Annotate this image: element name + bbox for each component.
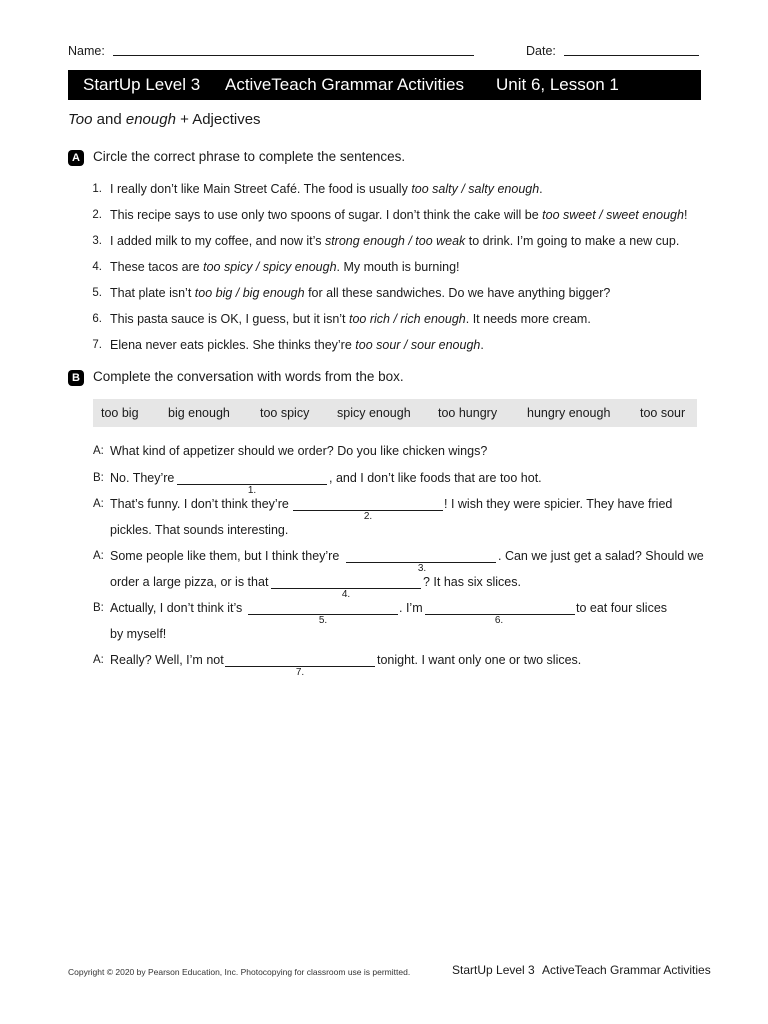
list-item (110, 260, 460, 274)
speaker-label: B: (93, 472, 104, 484)
blank-number: 6. (494, 615, 504, 626)
item-number: 3. (92, 235, 102, 247)
item-number: 2. (92, 209, 102, 221)
lesson-subtitle (68, 111, 261, 128)
speaker-label: A: (93, 498, 104, 510)
list-item (110, 182, 543, 196)
item-choice[interactable]: too sour / sour enough (355, 338, 481, 352)
dialogue-text: That’s funny. I don’t think they’re (110, 497, 289, 511)
dialogue-text: Some people like them, but I think they’re (110, 549, 340, 563)
item-text-end: . It needs more cream. (465, 312, 591, 326)
list-item (110, 338, 484, 352)
section-a-badge: A (68, 150, 84, 166)
dialogue-text: . I’m (399, 601, 423, 615)
date-field-line[interactable] (564, 55, 699, 56)
dialogue-text: order a large pizza, or is that (110, 575, 269, 589)
list-item (110, 312, 591, 326)
item-number: 5. (92, 287, 102, 299)
dialogue-text: , and I don’t like foods that are too hot. (329, 471, 542, 485)
dialogue-text: Actually, I don’t think it’s (110, 601, 243, 615)
word-box-item: big enough (168, 406, 230, 420)
footer-course: StartUp Level 3 (452, 963, 535, 977)
subtitle-and: and (92, 111, 126, 128)
item-text: I really don’t like Main Street Café. The food is usually (110, 182, 412, 196)
blank-number: 7. (295, 667, 305, 678)
item-text: These tacos are (110, 260, 204, 274)
title-product: ActiveTeach Grammar Activities (225, 75, 465, 94)
dialogue-text: . Can we just get a salad? Should we (498, 549, 704, 563)
item-choice[interactable]: too salty / salty enough (411, 182, 540, 196)
section-b-badge: B (68, 370, 84, 386)
item-text-end: for all these sandwiches. Do we have anything bigger? (304, 286, 611, 300)
footer-product: ActiveTeach Grammar Activities (542, 963, 711, 977)
dialogue-text: No. They’re (110, 471, 175, 485)
section-a-instruction: Circle the correct phrase to complete the sentences. (93, 149, 406, 164)
dialogue-text: Really? Well, I’m not (110, 653, 224, 667)
item-choice[interactable]: too rich / rich enough (349, 312, 466, 326)
dialogue-text: to eat four slices (576, 601, 668, 615)
word-box-item: too sour (640, 406, 686, 420)
item-text-end: . (480, 338, 484, 352)
speaker-label: A: (93, 445, 104, 457)
item-number: 6. (92, 313, 102, 325)
dialogue-text: tonight. I want only one or two slices. (377, 653, 582, 667)
item-number: 4. (92, 261, 102, 273)
subtitle-enough: enough (125, 111, 176, 128)
blank-number: 2. (363, 511, 373, 522)
item-choice[interactable]: too spicy / spicy enough (203, 260, 337, 274)
title-unit: Unit 6, Lesson 1 (496, 75, 619, 94)
speaker-label: A: (93, 550, 104, 562)
item-text: That plate isn’t (110, 286, 195, 300)
word-box-item: too big (101, 406, 139, 420)
dialogue-text: pickles. That sounds interesting. (110, 523, 289, 537)
blank-number: 5. (318, 615, 328, 626)
item-choice[interactable]: strong enough / too weak (324, 234, 466, 248)
list-item (110, 286, 610, 300)
item-text: This recipe says to use only two spoons of sugar. I don’t think the cake will be (110, 208, 543, 222)
item-number: 1. (92, 183, 102, 195)
item-text: I added milk to my coffee, and now it’s (110, 234, 325, 248)
speaker-label: B: (93, 602, 104, 614)
dialogue-text: ? It has six slices. (423, 575, 521, 589)
name-label: Name: (68, 44, 105, 58)
list-item (110, 234, 679, 248)
footer-copyright: Copyright © 2020 by Pearson Education, Inc. Photocopying for classroom use is permitted. (68, 967, 411, 977)
item-text: This pasta sauce is OK, I guess, but it isn’t (110, 312, 349, 326)
word-box-item: too spicy (260, 406, 310, 420)
subtitle-too: Too (68, 111, 93, 128)
subtitle-rest: + Adjectives (175, 111, 261, 128)
dialogue-text: by myself! (110, 627, 167, 641)
item-text-end: . My mouth is burning! (336, 260, 460, 274)
word-box-item: hungry enough (527, 406, 611, 420)
list-item (110, 208, 687, 222)
blank-number: 1. (247, 485, 257, 496)
item-text-end: . (539, 182, 543, 196)
speaker-label: A: (93, 654, 104, 666)
item-text-end: ! (683, 208, 688, 222)
title-course: StartUp Level 3 (83, 75, 201, 94)
item-choice[interactable]: too big / big enough (194, 286, 305, 300)
word-box-item: too hungry (438, 406, 498, 420)
item-number: 7. (92, 339, 102, 351)
title-bar (68, 70, 701, 100)
item-text: Elena never eats pickles. She thinks they’re (110, 338, 356, 352)
name-field-line[interactable] (113, 55, 474, 56)
blank-number: 4. (341, 589, 351, 600)
item-text-end: to drink. I’m going to make a new cup. (465, 234, 680, 248)
dialogue-text: What kind of appetizer should we order? Do you like chicken wings? (110, 444, 488, 458)
section-b-instruction: Complete the conversation with words from the box. (93, 369, 404, 384)
dialogue-text: ! I wish they were spicier. They have fried (444, 497, 673, 511)
date-label: Date: (526, 44, 556, 58)
blank-number: 3. (417, 563, 427, 574)
word-box-item: spicy enough (337, 406, 411, 420)
item-choice[interactable]: too sweet / sweet enough (542, 208, 684, 222)
